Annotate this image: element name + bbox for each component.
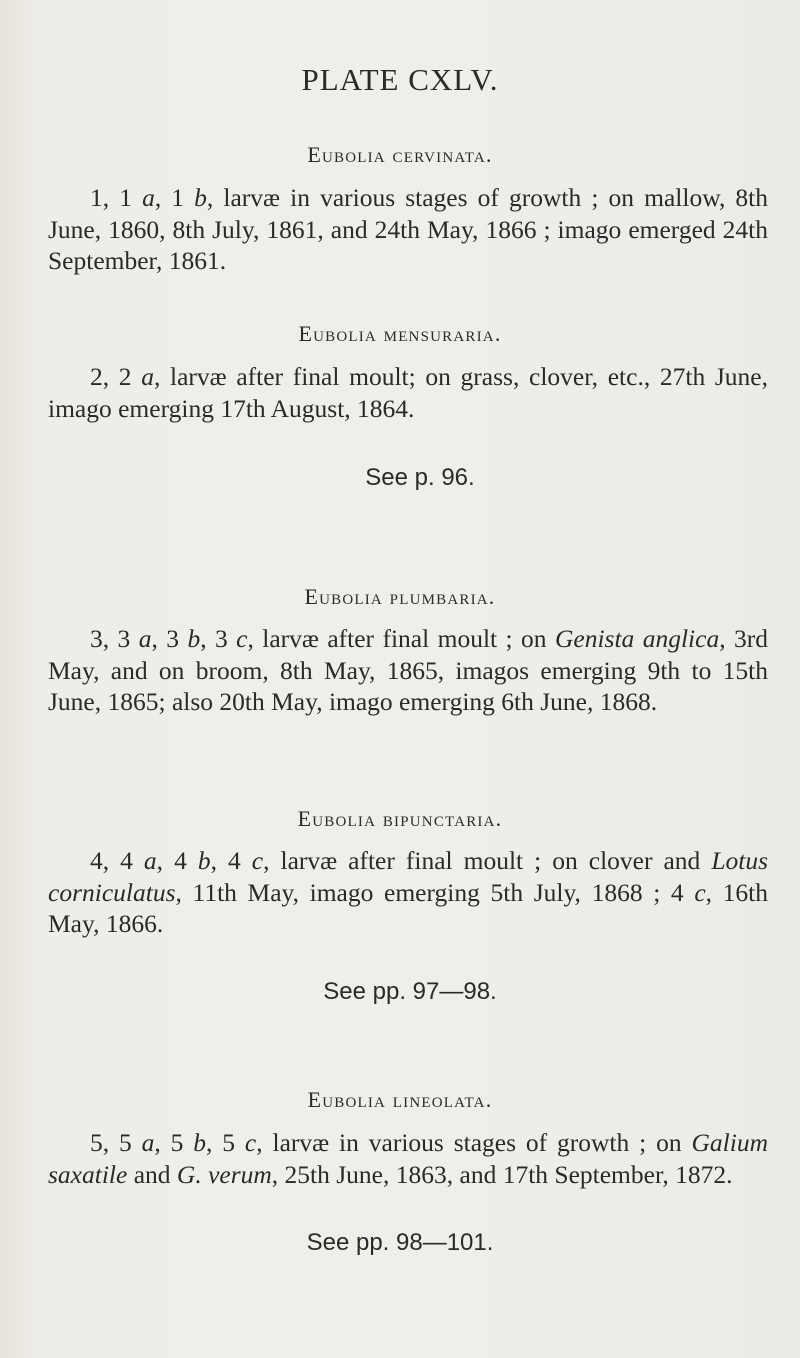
- section-heading-lineolata: Eubolia lineolata.: [307, 1087, 493, 1112]
- section-text-mensuraria: 2, 2 a, larvæ after final moult; on grass, clover, etc., 27th June, imago emerging 17th August, 1864.: [48, 362, 768, 423]
- plate-title: PLATE CXLV.: [301, 62, 499, 97]
- see-reference-lineolata: See pp. 98—101.: [306, 1229, 494, 1256]
- section-text-lineolata: 5, 5 a, 5 b, 5 c, larvæ in various stages of growth ; on Galium saxatile and G. verum, 25th June, 1863, and 17th September, 1872.: [48, 1128, 768, 1189]
- section-text-bipunctaria: 4, 4 a, 4 b, 4 c, larvæ after final moult ; on clover and Lotus corniculatus, 11th May, imago emerging 5th July, 1868 ; 4 c, 16th May, 1866.: [48, 846, 769, 938]
- section-text-cervinata: 1, 1 a, 1 b, larvæ in various stages of growth ; on mallow, 8th June, 1860, 8th July, 1861, and 24th May, 1866 ; imago emerged 24th September, 1861.: [48, 183, 769, 275]
- section-heading-plumbaria: Eubolia plumbaria.: [304, 584, 496, 609]
- section-heading-cervinata: Eubolia cervinata.: [307, 142, 493, 167]
- see-reference-mensuraria: See p. 96.: [365, 464, 475, 491]
- section-heading-mensuraria: Eubolia mensuraria.: [298, 321, 502, 346]
- section-heading-bipunctaria: Eubolia bipunctaria.: [297, 806, 503, 831]
- see-reference-bipunctaria: See pp. 97—98.: [323, 978, 497, 1005]
- section-text-plumbaria: 3, 3 a, 3 b, 3 c, larvæ after final moult ; on Genista anglica, 3rd May, and on broom, 8th May, 1865, imagos emerging 9th to 15th June, 1865; also 20th May, imago emerging 6th June, 1868.: [48, 624, 768, 716]
